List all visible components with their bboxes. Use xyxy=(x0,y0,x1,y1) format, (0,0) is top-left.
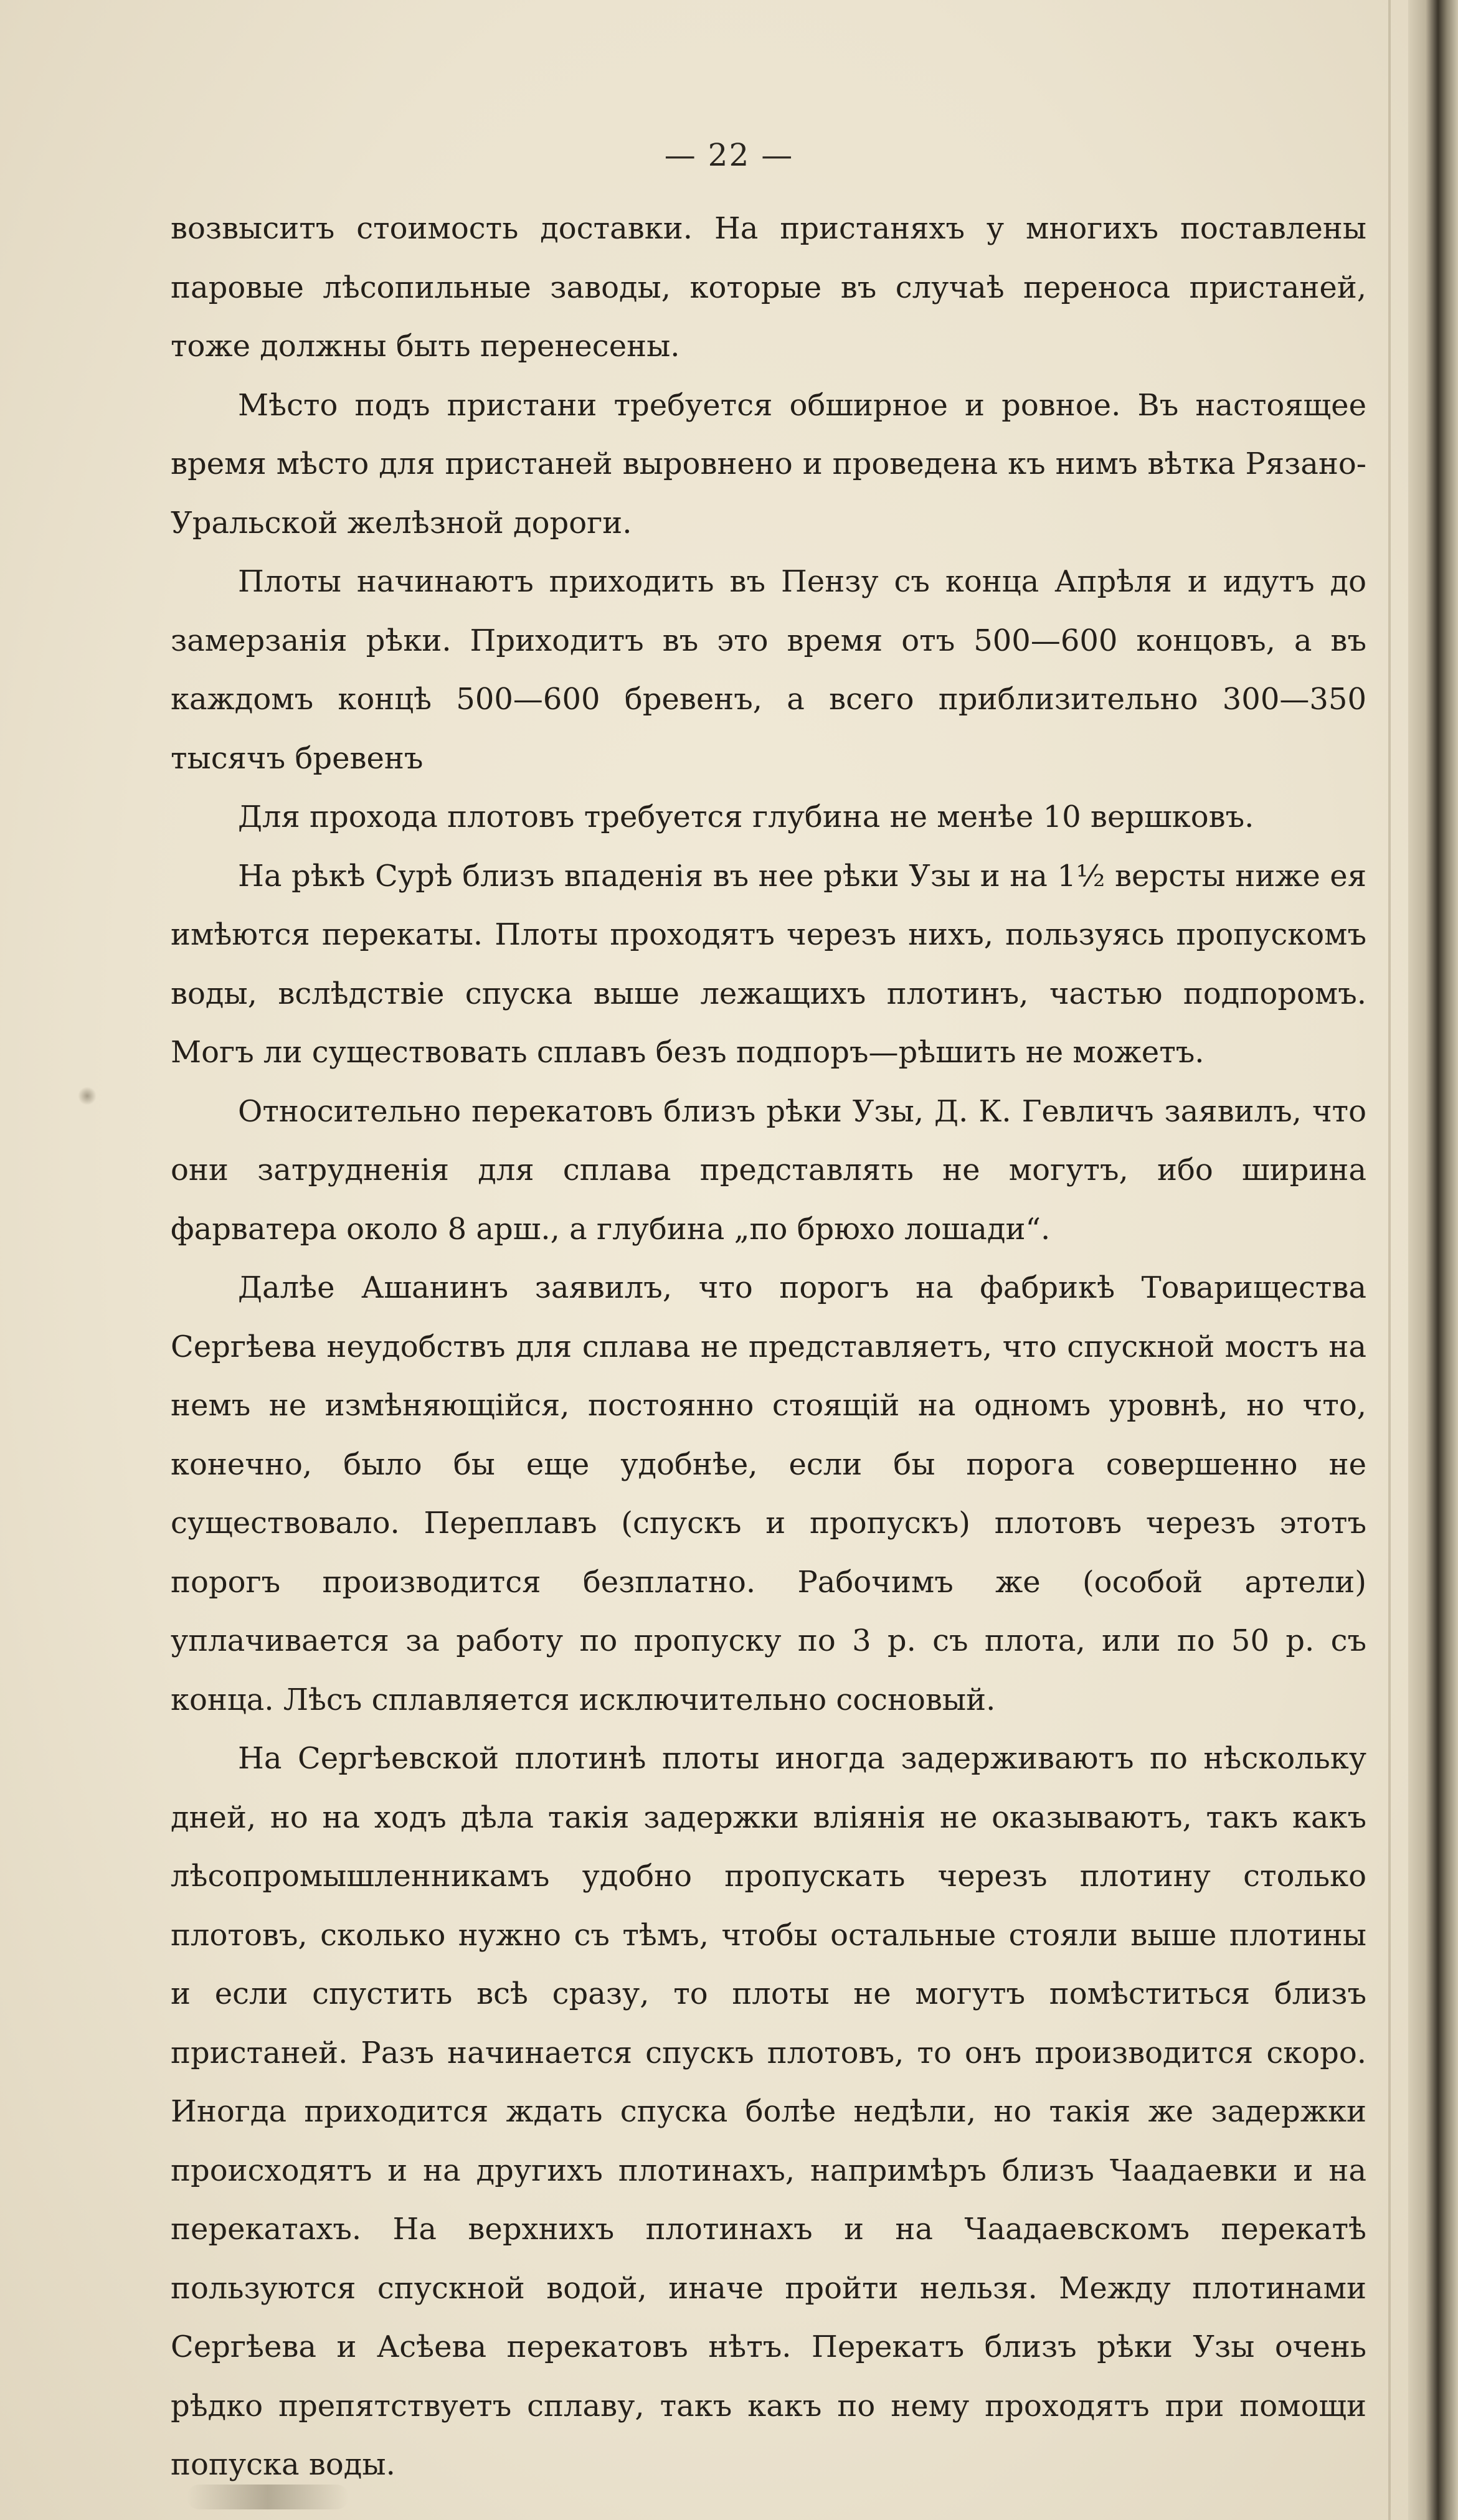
paragraph-3: Плоты начинаютъ приходить въ Пензу съ конца Апрѣля и идутъ до замерзанія рѣки. Приходитъ въ это время отъ 500—600 концовъ, а въ каждомъ концѣ 500—600 бревенъ, а всего приблизительно 300—350 тысячъ бревенъ xyxy=(171,564,1366,776)
paragraph-5: На рѣкѣ Сурѣ близъ впаденія въ нее рѣки Узы и на 1½ версты ниже ея имѣются перекаты. Плоты проходятъ черезъ нихъ, пользуясь пропускомъ воды, вслѣдствіе спуска выше лежащихъ плотинъ, частью подпоромъ. Могъ ли существовать сплавъ безъ подпоръ—рѣшить не можетъ. xyxy=(171,858,1366,1070)
paragraph-1: возвыситъ стоимость доставки. На пристаняхъ у многихъ поставлены паровые лѣсопильные заводы, которые въ случаѣ переноса пристаней, тоже должны быть перенесены. xyxy=(171,211,1366,364)
body-text xyxy=(171,199,1366,2494)
page-fold-line xyxy=(1388,0,1391,2520)
book-spine-edge xyxy=(1408,0,1458,2520)
paragraph-7: Далѣе Ашанинъ заявилъ, что порогъ на фабрикѣ Товарищества Сергѣева неудобствъ для сплава не представляетъ, что спускной мостъ на немъ не измѣняющійся, постоянно стоящій на одномъ уровнѣ, но что, конечно, было бы еще удобнѣе, если бы порога совершенно не существовало. Переплавъ (спускъ и пропускъ) плотовъ черезъ этотъ порогъ производится безплатно. Рабочимъ же (особой артели) уплачивается за работу по пропуску по 3 р. съ плота, или по 50 р. съ конца. Лѣсъ сплавляется исключительно сосновый. xyxy=(171,1270,1366,1717)
paragraph-8: На Сергѣевской плотинѣ плоты иногда задерживаютъ по нѣскольку дней, но на ходъ дѣла такія задержки вліянія не оказываютъ, такъ какъ лѣсопромышленникамъ удобно пропускать черезъ плотину столько плотовъ, сколько нужно съ тѣмъ, чтобы остальные стояли выше плотины и если спустить всѣ сразу, то плоты не могутъ помѣститься близъ пристаней. Разъ начинается спускъ плотовъ, то онъ производится скоро. Иногда приходится ждать спуска болѣе недѣли, но такія же задержки происходятъ и на другихъ плотинахъ, напримѣръ близъ Чаадаевки и на перекатахъ. На верхнихъ плотинахъ и на Чаадаевскомъ перекатѣ пользуются спускной водой, иначе пройти нельзя. Между плотинами Сергѣева и Асѣева перекатовъ нѣтъ. Перекатъ близъ рѣки Узы очень рѣдко препятствуетъ сплаву, такъ какъ по нему проходятъ при помощи попуска воды. xyxy=(171,1741,1366,2482)
paragraph-4: Для прохода плотовъ требуется глубина не менѣе 10 вершковъ. xyxy=(238,800,1254,834)
paragraph-2: Мѣсто подъ пристани требуется обширное и ровное. Въ настоящее время мѣсто для пристаней выровнено и проведена къ нимъ вѣтка Рязано-Уральской желѣзной дороги. xyxy=(171,387,1366,540)
page-number: — 22 — xyxy=(664,137,794,173)
ink-blot xyxy=(78,1087,97,1105)
paragraph-6: Относительно перекатовъ близъ рѣки Узы, Д. К. Гевличъ заявилъ, что они затрудненія для сплава представлять не могутъ, ибо ширина фарватера около 8 арш., а глубина „по брюхо лошади“. xyxy=(171,1093,1366,1247)
